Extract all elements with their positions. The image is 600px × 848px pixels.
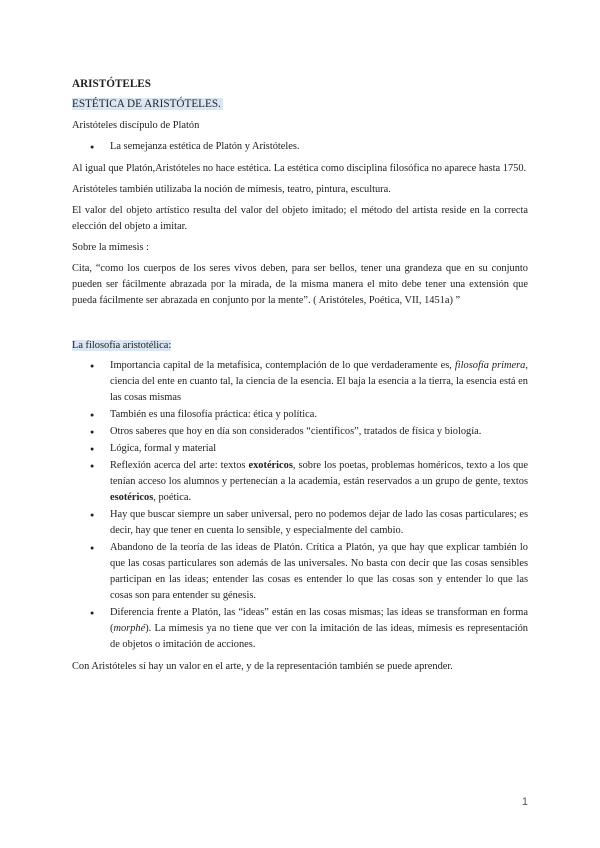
spacer xyxy=(72,314,528,330)
list-item-text: Otros saberes que hoy en día son considerados “científicos”, tratados de física y biología. xyxy=(110,426,482,437)
list-item-text: Importancia capital de la metafísica, contemplación de lo que verdaderamente es, xyxy=(110,360,455,371)
bullet-icon: ● xyxy=(90,544,95,552)
semejanza-list xyxy=(72,139,528,155)
closing-paragraph: Con Aristóteles sí hay un valor en el arte, y de la representación también se puede aprender. xyxy=(72,661,453,672)
list-item-text: ). La mímesis ya no tiene que ver con la imitación de las ideas, mímesis es representación de objetos o imitación de acciones. xyxy=(110,623,528,650)
bullet-icon: ● xyxy=(90,143,95,151)
bullet-icon: ● xyxy=(90,609,95,617)
list-item-text: Diferencia frente a Platón, las “ideas” están en las cosas mismas; las ideas se transforman en forma ( xyxy=(110,607,528,634)
list-item xyxy=(72,139,528,155)
list-item-text: También es una filosofía práctica: ética y política. xyxy=(110,409,318,420)
strong-text: exotéricos xyxy=(248,460,293,471)
bullet-icon: ● xyxy=(90,362,95,370)
list-item-text: Lógica, formal y material xyxy=(110,443,217,454)
document-body xyxy=(72,76,528,680)
list-item-text: Hay que buscar siempre un saber universal, pero no podemos dejar de lado las cosas particulares; es decir, hay que tener en cuenta lo sensible, y especialmente del cambio. xyxy=(110,509,528,536)
emphasis-text: morphé xyxy=(113,623,146,634)
list-item-text: Abandono de la teoría de las ideas de Platón. Crítica a Platón, ya que hay que explicar también lo que las cosas particulares son además de las universales. No basta con decir que las cosas sensibles participan en las ideas; entender las cosas es entender lo que las cosas son y entender lo que las cosas son para entender su génesis. xyxy=(110,542,528,601)
list-item xyxy=(72,424,528,440)
list-item-text: La semejanza estética de Platón y Aristóteles. xyxy=(110,141,300,152)
section-heading-highlight: La filosofía aristotélica: xyxy=(72,340,172,351)
page-number: 1 xyxy=(521,796,528,808)
list-item xyxy=(72,441,528,457)
section-heading xyxy=(72,338,528,354)
quotation: Cita, “como los cuerpos de los seres vivos deben, para ser bellos, tener una grandeza que en su conjunto pueden ser fácilmente abrazada por la mirada, de la misma manera el mito debe tener una extensión que pueda fácilmente ser abrazada en conjunto por la mente”. ( Aristóteles, Poética, VII, 1451a) ” xyxy=(72,263,528,306)
list-item xyxy=(72,407,528,423)
list-item-text: Reflexión acerca del arte: textos xyxy=(110,460,249,471)
bullet-icon: ● xyxy=(90,445,95,453)
list-item-text: , sobre los poetas, problemas homéricos, texto a los que tenían acceso los alumnos y pertenecían a la academia, están reservados a un grupo de gente, textos xyxy=(110,460,528,487)
list-item xyxy=(72,540,528,604)
bullet-icon: ● xyxy=(90,411,95,419)
list-item xyxy=(72,358,528,406)
intro-line: Aristóteles discípulo de Platón xyxy=(72,120,200,131)
paragraph-valor: El valor del objeto artístico resulta del valor del objeto imitado; el método del artista reside en la correcta elección del objeto a imitar. xyxy=(72,205,528,232)
bullet-icon: ● xyxy=(90,511,95,519)
document-subtitle xyxy=(72,96,528,112)
emphasis-text: filosofía primera xyxy=(454,360,526,371)
subtitle-highlight: ESTÉTICA DE ARISTÓTELES. xyxy=(72,98,221,110)
list-item xyxy=(72,507,528,539)
list-item-text: , ciencia del ente en cuanto tal, la ciencia de la esencia. El baja la esencia a la tierra, la esencia está en las cosas mismas xyxy=(110,360,528,403)
bullet-icon: ● xyxy=(90,428,95,436)
document-title: ARISTÓTELES xyxy=(72,78,151,90)
sobre-mimesis-label: Sobre la mímesis : xyxy=(72,242,150,253)
list-item-text: , poética. xyxy=(153,492,192,503)
bullet-icon: ● xyxy=(90,462,95,470)
list-item xyxy=(72,605,528,653)
strong-text: esotéricos xyxy=(110,492,154,503)
paragraph-mimesis: Aristóteles también utilizaba la noción de mímesis, teatro, pintura, escultura. xyxy=(72,184,391,195)
filosofia-list xyxy=(72,358,528,653)
list-item xyxy=(72,458,528,506)
paragraph-estetica: Al igual que Platón,Aristóteles no hace estética. La estética como disciplina filosófica no aparece hasta 1750. xyxy=(72,163,527,174)
